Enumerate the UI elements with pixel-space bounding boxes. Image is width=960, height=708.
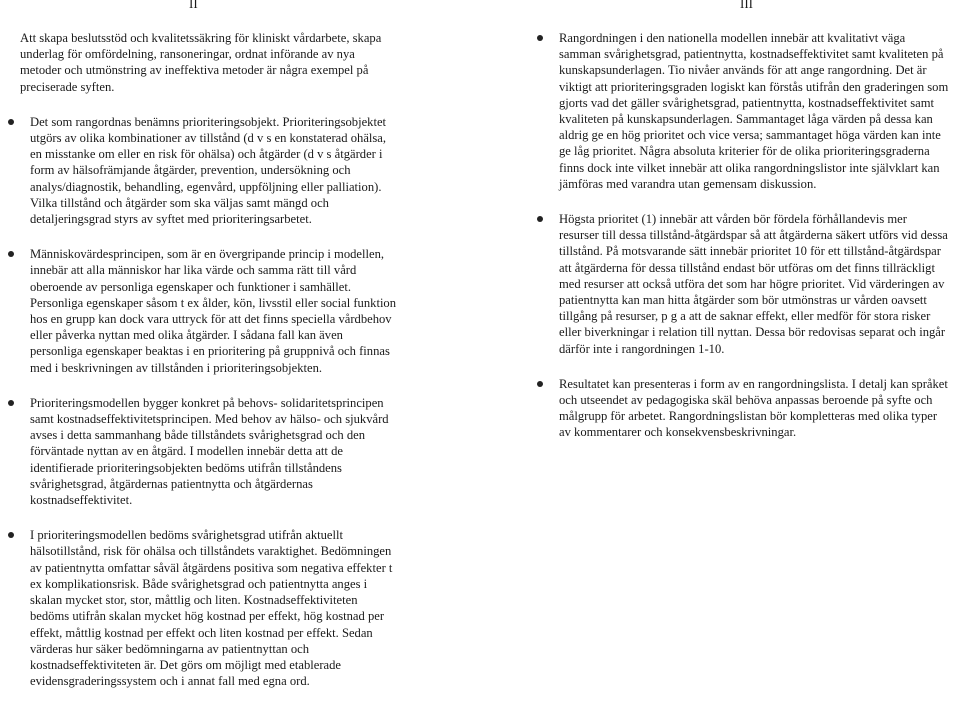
bullet-icon [537, 35, 543, 41]
bullet-icon [8, 532, 14, 538]
page-number-right: III [740, 0, 753, 11]
intro-paragraph: Att skapa beslutsstöd och kvalitetssäkring för kliniskt vårdarbete, skapa underlag för omfördelning, ransoneringar, ordnat införande av nya metoder och utmönstring av ineffektiva metoder är några exempel på preciserade syften. [20, 31, 382, 94]
list-item-text: Resultatet kan presenteras i form av en rangordningslista. I detalj kan språket och utseendet av pedagogiska skäl behöva anpassas beroende på syfte och målgrupp för arbetet. Rangordningslistan bör kompletteras med olika typer av kommentarer och konsekvensbeskrivningar. [559, 376, 948, 440]
bullet-icon [8, 119, 14, 125]
list-item-text: Det som rangordnas benämns prioriteringsobjekt. Prioriteringsobjektet utgörs av olika kombinationer av tillstånd (d v s en konstaterad ohälsa, en misstanke om eller en risk för ohälsa) och åtgärder (d v s åtgärder i form av hälsofrämjande åtgärder, prevention, undersökning och analys/diagnostik, behandling, egenvård, uppföljning eller palliation). Vilka tillstånd och åtgärder som ska väljas samt mängd och detaljeringsgrad styrs av syftet med prioriteringsarbetet. [30, 114, 387, 227]
list-item [8, 527, 398, 689]
bullet-icon [8, 400, 14, 406]
list-item-text: Människovärdesprincipen, som är en övergripande princip i modellen, innebär att alla människor har lika värde och samma rätt till vård oberoende av personliga egenskaper och funktioner i samhället. Personliga egenskaper såsom t ex ålder, kön, livsstil eller social funktion hos en grupp kan dock vara uttryck för att det finns speciella vårdbehov eller påverka nyttan med olika åtgärder. I sådana fall kan även personliga egenskaper beaktas i en prioritering på gruppnivå och finnas med i beskrivningen av tillstånden i prioriteringsobjekten. [30, 247, 397, 375]
list-item-text: Rangordningen i den nationella modellen innebär att kvalitativt väga samman svårighetsgrad, patientnytta, kostnadseffektivitet samt kvaliteten på kunskapsunderlagen. Tio nivåer används för att ange rangordning. Det är viktigt att prioriteringsgraden logiskt kan förstås utifrån den graderingen som gjorts vad det gäller svårighetsgrad, patientnytta, kostnadseffektivitet samt kvaliteten på kunskapsunderlagen. Sammantaget låga värden på dessa kan aldrig ge en hög prioritet och vice versa; sammantaget höga värden kan inte ge låg prioritet. Några absoluta kriterier för de olika prioriteringsgraderna finns dock inte vilket innebär att olika rangordningslistor inte självklart kan jämföras med varandra utan gemensam diskussion. [559, 31, 949, 191]
page-number-left: II [189, 0, 198, 11]
list-item-text: Prioriteringsmodellen bygger konkret på behovs- solidaritetsprincipen samt kostnadseffektivitetsprincipen. Med behov av hälso- och sjukvård avses i detta sammanhang både tillståndets svårighetsgrad och den förväntade nyttan av en åtgärd. I modellen innebär detta att de identifierade prioriteringsobjekten bedöms utifrån tillståndens svårighetsgrad, åtgärdernas patientnytta och åtgärdernas kostnadseffektivitet. [30, 395, 389, 508]
list-item-text: I prioriteringsmodellen bedöms svårighetsgrad utifrån aktuellt hälsotillstånd, risk för ohälsa och tillståndets varaktighet. Bedömningen av patientnytta omfattar såväl åtgärdens positiva som negativa effekter t ex komplikationsrisk. Både svårighetsgrad och patientnytta anges i skalan mycket stor, stor, måttlig och liten. Kostnadseffektiviteten bedöms utifrån skalan mycket hög kostnad per effekt, hög kostnad per effekt, måttlig kostnad per effekt och liten kostnad per effekt. Sedan värderas hur säker bedömningarna av patientnyttan och kostnadseffektiviteten är. Det görs om möjligt med etablerade evidensgraderingssystem och i annat fall med egna ord. [30, 528, 393, 689]
left-bullet-list [20, 114, 398, 690]
right-column [549, 30, 949, 460]
bullet-icon [8, 251, 14, 257]
bullet-icon [537, 381, 543, 387]
list-item-text: Högsta prioritet (1) innebär att vården bör fördela förhållandevis mer resurser till dessa tillstånd-åtgärdspar så att åtgärderna säkert utförs vid dessa tillstånd. På motsvarande sätt innebär prioritet 10 för ett tillstånd-åtgärdspar att åtgärderna för dessa tillstånd endast bör utföras om det finns tillräckligt med resurser att också utföra det som har högre prioritet. Vid värderingen av patientnytta kan man hitta åtgärder som bör utmönstras ur vården oavsett tillgång på resurser, p g a att de saknar effekt, eller medför för stora risker eller biverkningar i relation till nyttan. Dessa bör redovisas separat och ingår därför inte i rangordningen 1-10. [559, 212, 948, 356]
list-item [20, 114, 398, 227]
list-item [20, 395, 398, 508]
list-item [549, 376, 949, 441]
right-bullet-list [549, 30, 949, 441]
list-item [549, 30, 949, 192]
bullet-icon [537, 216, 543, 222]
left-column [20, 30, 398, 708]
list-item [20, 246, 398, 376]
list-item [549, 211, 949, 357]
